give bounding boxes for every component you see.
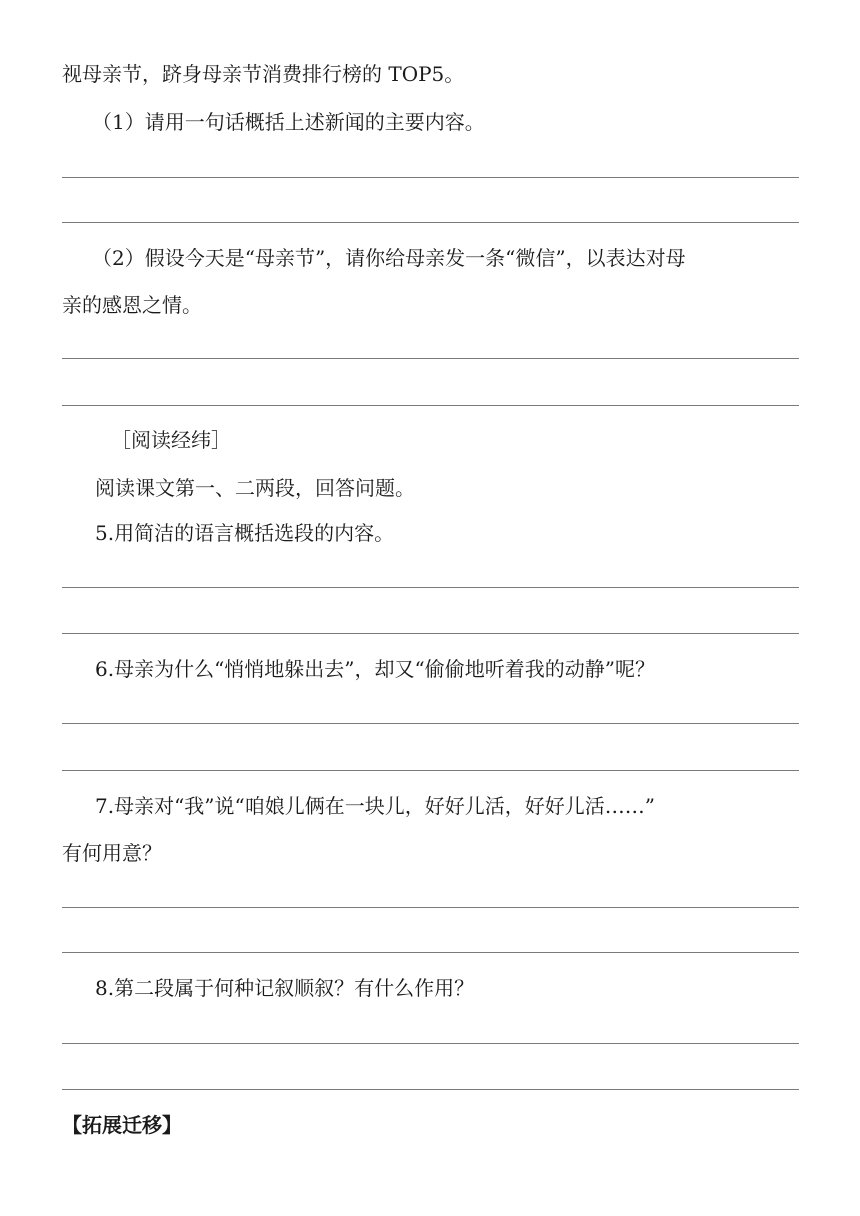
answer-line[interactable] (62, 358, 799, 359)
question-2-line-2: 亲的感恩之情。 (62, 293, 202, 317)
intro-tail-text: 视母亲节，跻身母亲节消费排行榜的 TOP5。 (62, 62, 465, 86)
question-5: 5.用简洁的语言概括选段的内容。 (95, 521, 395, 545)
answer-line[interactable] (62, 222, 799, 223)
reading-instruction: 阅读课文第一、二两段，回答问题。 (95, 476, 415, 500)
answer-line[interactable] (62, 587, 799, 588)
question-7-line-2: 有何用意？ (62, 841, 162, 865)
answer-line[interactable] (62, 907, 799, 908)
question-7-line-1: 7.母亲对“我”说“咱娘儿俩在一块儿，好好儿活，好好儿活……” (95, 794, 655, 818)
answer-line[interactable] (62, 177, 799, 178)
question-1: （1）请用一句话概括上述新闻的主要内容。 (92, 110, 485, 134)
extension-section-heading: 【拓展迁移】 (62, 1113, 182, 1137)
answer-line[interactable] (62, 405, 799, 406)
question-6: 6.母亲为什么“悄悄地躲出去”，却又“偷偷地听着我的动静”呢？ (95, 657, 655, 681)
question-2-line-1: （2）假设今天是“母亲节”，请你给母亲发一条“微信”，以表达对母 (92, 246, 686, 270)
answer-line[interactable] (62, 633, 799, 634)
answer-line[interactable] (62, 952, 799, 953)
answer-line[interactable] (62, 1043, 799, 1044)
reading-section-heading: ［阅读经纬］ (111, 428, 231, 452)
answer-line[interactable] (62, 1089, 799, 1090)
answer-line[interactable] (62, 723, 799, 724)
question-8: 8.第二段属于何种记叙顺叙？有什么作用？ (95, 976, 475, 1000)
answer-line[interactable] (62, 770, 799, 771)
